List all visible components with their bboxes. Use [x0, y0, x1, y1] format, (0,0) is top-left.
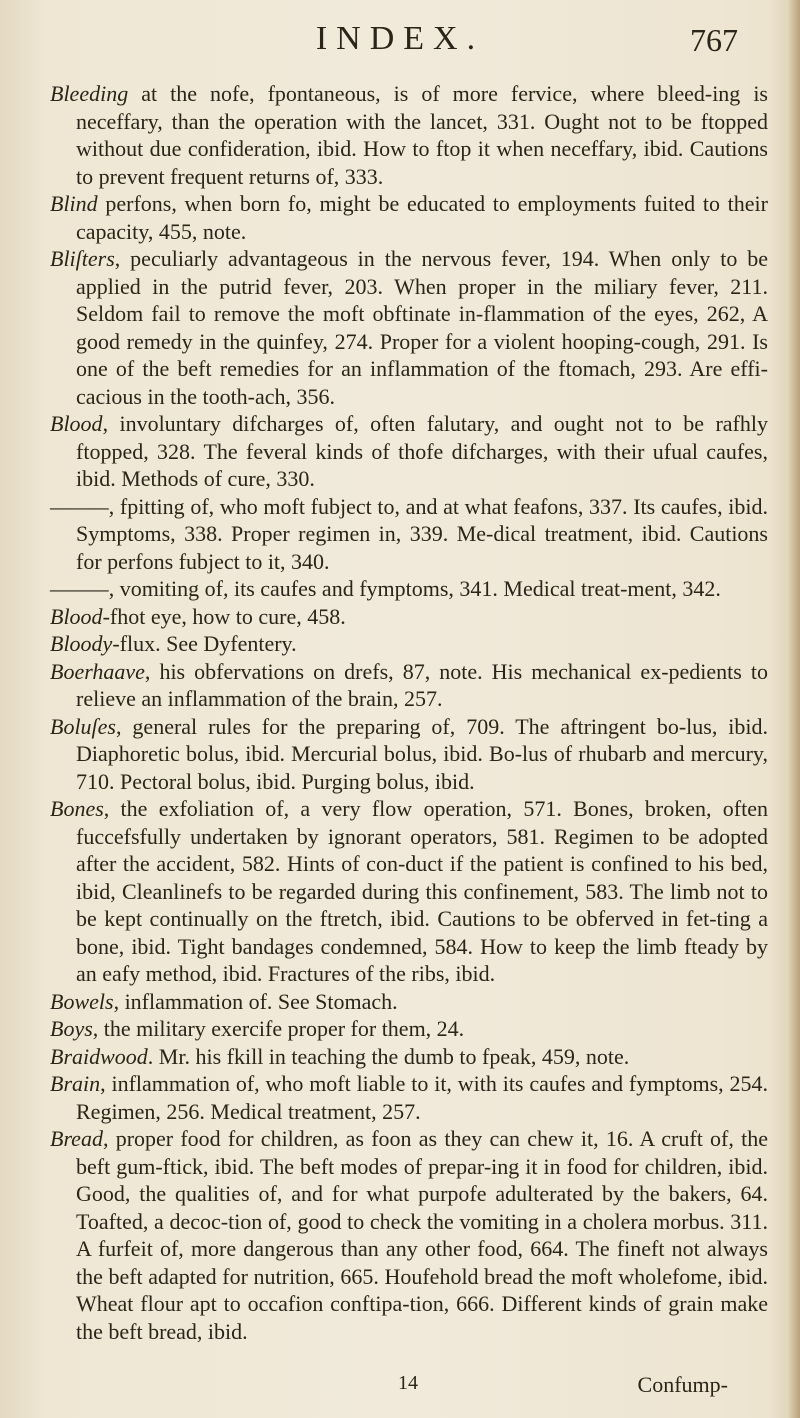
entry-text: , the exfoliation of, a very flow operation, 571. Bones, broken, often fuccefsfully undertaken by ignorant operators, 581. Regimen to be adopted after the accident, 582. Hints of con-duct if the patient is confined to his bed, ibid, Cleanlinefs to be regarded during this confinement, 583. The limb not to be kept continually on the ftretch, ibid. Cautions to be obferved in fet-ting a bone, ibid. Tight bandages condemned, 584. How to keep the limb fteady by an eafy method, ibid. Fractures of the ribs, ibid.: [76, 796, 768, 986]
entry-headword: Bones: [50, 796, 104, 821]
entry-text: , general rules for the preparing of, 709. The aftringent bo-lus, ibid. Diaphoretic bolus, ibid. Mercurial bolus, ibid. Bo-lus of rhubarb and mercury, 710. Pectoral bolus, ibid. Purging bolus, ibid.: [76, 713, 768, 794]
page-edge-shadow: [786, 0, 800, 1418]
entry-headword: Braidwood: [50, 1043, 148, 1069]
entry-text: , his obfervations on drefs, 87, note. His mechanical ex-pedients to relieve an inflammation of the brain, 257.: [76, 658, 768, 711]
index-entry: [50, 988, 768, 1016]
entry-headword: Blood: [50, 411, 103, 436]
entry-headword: Bleeding: [50, 81, 129, 106]
entry-text: at the nofe, fpontaneous, is of more fervice, where bleed-ing is neceffary, than the operation with the lancet, 331. Ought not to be ftopped without due confideration, ibid. How to ftop it when neceffary, ibid. Cautions to prevent frequent returns of, 333.: [76, 81, 768, 189]
running-title: INDEX.: [315, 20, 485, 57]
running-header: [0, 18, 800, 68]
entry-text: , vomiting of, its caufes and fymptoms, 341. Medical treat-ment, 342.: [108, 576, 721, 601]
index-entry: [50, 493, 768, 576]
signature-mark: 14: [398, 1372, 418, 1394]
entry-text: , the military exercife proper for them, 24.: [92, 1016, 465, 1041]
index-entry: [50, 1043, 768, 1071]
index-entries: [50, 80, 768, 1345]
index-entry: [50, 658, 768, 713]
entry-text: perfons, when born fo, might be educated to employments fuited to their capacity, 455, note.: [76, 191, 768, 244]
entry-headword: Boerhaave: [50, 658, 145, 684]
entry-headword: Blood: [50, 603, 103, 629]
page-number: 767: [690, 22, 738, 58]
index-entry: [50, 630, 768, 658]
index-entry: [50, 575, 768, 603]
entry-text: , involuntary difcharges of, often falutary, and ought not to be rafhly ftopped, 328. The feveral kinds of thofe difcharges, with their ufual caufes, ibid. Methods of cure, 330.: [76, 411, 768, 491]
index-entry: [50, 1015, 768, 1043]
entry-headword: Bliſters: [50, 246, 115, 271]
entry-text: , peculiarly advantageous in the nervous fever, 194. When only to be applied in the putrid fever, 203. When proper in the miliary fever, 211. Seldom fail to remove the moft obftinate in-flammation of the eyes, 262, A good remedy in the quinfey, 274. Proper for a violent hooping-cough, 291. Is one of the beft remedies for an inflammation of the ftomach, 293. Are effi-cacious in the tooth-ach, 356.: [76, 246, 768, 409]
entry-text: , fpitting of, who moft fubject to, and at what feafons, 337. Its caufes, ibid. Symptoms, 338. Proper regimen in, 339. Me-dical treatment, ibid. Cautions for perfons fubject to it, 340.: [76, 493, 768, 574]
entry-text: -flux. See Dyfentery.: [112, 631, 297, 656]
entry-headword: Blind: [50, 191, 98, 216]
entry-text: , inflammation of. See Stomach.: [113, 988, 398, 1014]
entry-headword: ———: [50, 493, 109, 519]
entry-text: , proper food for children, as foon as they can chew it, 16. A cruft of, the beft gum-ftick, ibid. The beft modes of prepar-ing it in food for children, ibid. Good, the qualities of, and for what purpofe adulterated by the bakers, 64. Toafted, a decoc-tion of, good to check the vomiting in a cholera morbus. 311. A furfeit of, more dangerous than any other food, 664. The fineft not always the beft adapted for nutrition, 665. Houfehold bread the moft wholefome, ibid. Wheat flour apt to occafion conftipa-tion, 666. Different kinds of grain make the beft bread, ibid.: [76, 1126, 768, 1344]
index-entry: [50, 713, 768, 796]
entry-headword: Bloody: [50, 631, 113, 656]
index-entry: [50, 190, 768, 245]
index-entry: [50, 603, 768, 631]
index-entry: [50, 795, 768, 988]
entry-headword: Bread: [50, 1126, 103, 1151]
catchword: Confump-: [637, 1372, 728, 1397]
index-entry: [50, 80, 768, 190]
entry-headword: ———: [50, 576, 109, 601]
entry-text: -fhot eye, how to cure, 458.: [102, 603, 346, 629]
index-entry: [50, 245, 768, 410]
entry-text: . Mr. his fkill in teaching the dumb to fpeak, 459, note.: [147, 1043, 630, 1069]
index-entry: [50, 1070, 768, 1125]
entry-headword: Brain: [50, 1071, 101, 1096]
index-entry: [50, 410, 768, 493]
entry-text: , inflammation of, who moft liable to it, with its caufes and fymptoms, 254. Regimen, 256. Medical treatment, 257.: [76, 1071, 768, 1124]
entry-headword: Boys: [50, 1016, 93, 1041]
index-entry: [50, 1125, 768, 1345]
entry-headword: Bowels: [50, 988, 114, 1014]
entry-headword: Boluſes: [50, 713, 116, 739]
